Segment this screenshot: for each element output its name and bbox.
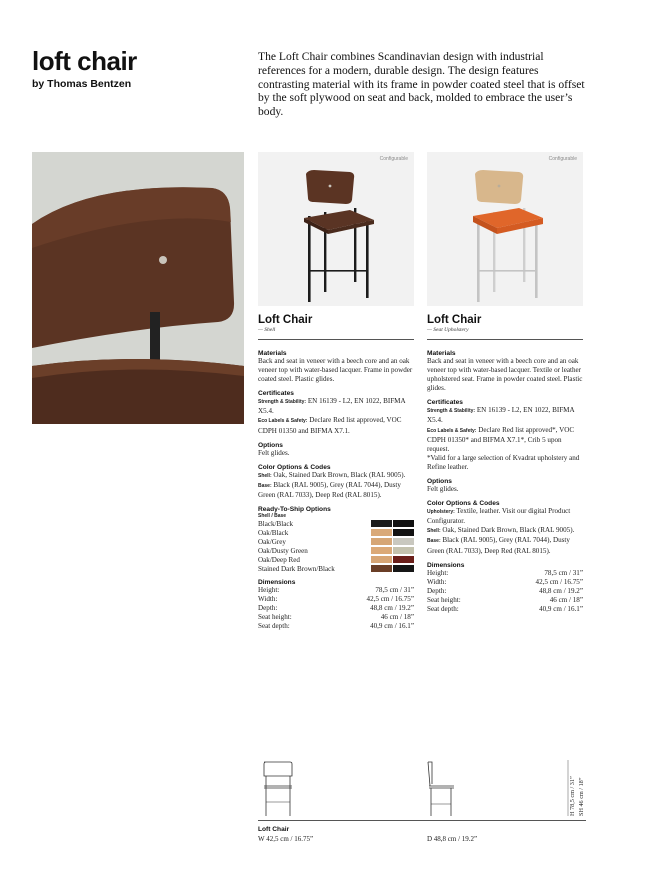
materials-heading: Materials — [427, 350, 456, 357]
side-view-drawing — [420, 760, 460, 818]
dimension-value: 78,5 cm / 31” — [544, 568, 583, 577]
color-base-value: Black (RAL 9005), Grey (RAL 7044), Dusty Green (RAL 7033), Deep Red (RAL 8015). — [258, 480, 401, 499]
dimension-label: Seat depth: — [427, 604, 459, 613]
color-options-heading: Color Options & Codes — [427, 500, 500, 508]
dimension-row — [258, 604, 414, 613]
ready-to-ship-label: Oak/Deep Red — [258, 555, 300, 564]
ready-to-ship-label: Oak/Black — [258, 528, 289, 537]
dimension-label: Width: — [427, 577, 447, 586]
color-shell — [258, 471, 414, 481]
base-swatch — [393, 547, 414, 555]
cert-eco-value: Declare Red list approved, VOC CDPH 01350 and BIFMA X7.1. — [258, 416, 402, 435]
cert-eco-value: Declare Red list approved*, VOC CDPH 01350* and BIFMA X7.1*, Crib 5 upon request. — [427, 425, 575, 453]
cert-eco — [427, 426, 583, 454]
cert-strength-value: EN 16139 - L2, EN 1022, BIFMA X5.4. — [427, 406, 575, 425]
product-column-shell — [258, 314, 414, 632]
dimension-row — [427, 569, 583, 578]
color-swatches — [371, 547, 414, 555]
dimension-value: 40,9 cm / 16.1” — [370, 622, 414, 631]
shell-swatch — [371, 529, 392, 537]
vertical-dimensions — [566, 758, 588, 818]
cert-strength — [427, 406, 583, 425]
ready-to-ship-item — [258, 546, 414, 555]
ready-to-ship-label: Oak/Dusty Green — [258, 546, 308, 555]
color-base-value: Black (RAL 9005), Grey (RAL 7044), Dusty Green (RAL 7033), Deep Red (RAL 8015). — [427, 536, 570, 555]
ready-to-ship-item — [258, 537, 414, 546]
chair-closeup-illustration — [32, 152, 244, 424]
dimension-label: Seat height: — [258, 613, 292, 622]
dimension-value: 42,5 cm / 16.75” — [366, 595, 414, 604]
color-shell-label: Shell: — [258, 472, 272, 479]
dimension-value: 46 cm / 18” — [380, 613, 414, 622]
color-base — [258, 481, 414, 500]
cert-strength-label: Strength & Stability: — [258, 399, 307, 406]
dimension-value: 48,8 cm / 19.2” — [370, 604, 414, 613]
ready-to-ship-list — [258, 519, 414, 573]
footer-divider — [258, 820, 586, 821]
dimension-row — [258, 613, 414, 622]
cert-eco — [258, 416, 414, 435]
color-swatches — [371, 556, 414, 564]
shell-swatch — [371, 538, 392, 546]
options-heading: Options — [427, 478, 452, 486]
color-shell-value: Oak, Stained Dark Brown, Black (RAL 9005). — [271, 470, 406, 479]
materials-heading: Materials — [258, 350, 287, 357]
materials-text: Back and seat in veneer with a beech core and an oak veneer top with water-based lacquer. Textile or leather upholstered seat. Frame in powder coated steel. Plastic glides. — [427, 357, 583, 393]
ready-to-ship-item — [258, 528, 414, 537]
base-swatch — [393, 556, 414, 564]
dimension-value: 78,5 cm / 31” — [375, 586, 414, 595]
height-dimension: H 78,5 cm / 31” — [569, 776, 576, 816]
designer-credit: by Thomas Bentzen — [32, 78, 132, 90]
page-title: loft chair — [32, 46, 137, 76]
dimension-row — [258, 595, 414, 604]
dimensions-list — [258, 586, 414, 631]
intro-paragraph: The Loft Chair combines Scandinavian design with industrial references for a modern, durable design. The design features contrasting material with its frame in powder coated steel that is offset by the soft plywood on seat and back, molded to embrace the user’s body. — [258, 50, 585, 119]
color-swatches — [371, 520, 414, 528]
base-swatch — [393, 565, 414, 573]
ready-to-ship-label: Black/Black — [258, 519, 294, 528]
product-name: Loft Chair — [258, 314, 313, 326]
color-shell-label: Shell: — [427, 528, 441, 535]
dimension-row — [258, 586, 414, 595]
dimension-label: Depth: — [258, 604, 278, 613]
options-heading: Options — [258, 441, 283, 449]
certificates-heading: Certificates — [427, 399, 463, 407]
certificates-heading: Certificates — [258, 390, 294, 398]
footer-product-name: Loft Chair — [258, 826, 290, 833]
dimensions-heading: Dimensions — [258, 579, 296, 587]
cert-note: *Valid for a large selection of Kvadrat upholstery and Refine leather. — [427, 453, 580, 471]
shell-swatch — [371, 547, 392, 555]
materials-text: Back and seat in veneer with a beech core and an oak veneer top with water-based lacquer. Frame in powder coated steel. Plastic glides. — [258, 357, 413, 384]
ready-to-ship-label: Oak/Grey — [258, 537, 286, 546]
color-shell — [427, 526, 583, 536]
shell-swatch — [371, 565, 392, 573]
ready-to-ship-item — [258, 564, 414, 573]
configurable-badge: Configurable — [548, 156, 577, 162]
options-text: Felt glides. — [258, 448, 290, 457]
dimension-row — [427, 578, 583, 587]
ready-to-ship-item — [258, 555, 414, 564]
footer-width: W 42,5 cm / 16.75” — [258, 835, 314, 843]
product-image-shell — [258, 152, 414, 306]
chair-upholstery-illustration — [427, 152, 583, 306]
cert-eco-label: Eco Labels & Safety: — [258, 418, 308, 425]
dimension-label: Height: — [427, 568, 449, 577]
color-shell-value: Oak, Stained Dark Brown, Black (RAL 9005). — [440, 526, 575, 535]
ready-to-ship-sub: Shell / Base — [258, 513, 287, 520]
dimension-label: Seat depth: — [258, 622, 290, 631]
dimension-row — [427, 605, 583, 614]
hero-closeup-image — [32, 152, 244, 424]
product-subtitle: — Shell — [258, 327, 276, 333]
options-text: Felt glides. — [427, 485, 459, 494]
ready-to-ship-heading: Ready-To-Ship Options — [258, 506, 331, 514]
shell-swatch — [371, 520, 392, 528]
dimensions-heading: Dimensions — [427, 561, 465, 569]
shell-swatch — [371, 556, 392, 564]
product-subtitle: — Seat Upholstery — [427, 327, 469, 333]
dimension-label: Seat height: — [427, 595, 461, 604]
front-view-drawing — [258, 760, 298, 818]
divider — [427, 339, 583, 340]
base-swatch — [393, 538, 414, 546]
color-base-label: Base: — [258, 482, 272, 489]
color-swatches — [371, 538, 414, 546]
configurable-badge: Configurable — [379, 156, 408, 162]
color-upholstery-label: Upholstery: — [427, 509, 455, 516]
cert-eco-label: Eco Labels & Safety: — [427, 427, 477, 434]
cert-strength — [258, 397, 414, 416]
dimension-row — [427, 587, 583, 596]
dimension-label: Height: — [258, 586, 280, 595]
color-upholstery — [427, 507, 583, 526]
seat-height-dimension: SH 46 cm / 18” — [578, 777, 585, 816]
dimension-label: Width: — [258, 595, 278, 604]
dimension-value: 46 cm / 18” — [549, 595, 583, 604]
ready-to-ship-label: Stained Dark Brown/Black — [258, 564, 335, 573]
base-swatch — [393, 520, 414, 528]
cert-strength-label: Strength & Stability: — [427, 408, 476, 415]
color-options-heading: Color Options & Codes — [258, 463, 331, 471]
chair-shell-illustration — [258, 152, 414, 306]
base-swatch — [393, 529, 414, 537]
product-column-upholstery — [427, 314, 583, 614]
color-base-label: Base: — [427, 538, 441, 545]
ready-to-ship-item — [258, 519, 414, 528]
cert-strength-value: EN 16139 - L2, EN 1022, BIFMA X5.4. — [258, 397, 406, 416]
dimension-value: 48,8 cm / 19.2” — [539, 586, 583, 595]
dimension-value: 40,9 cm / 16.1” — [539, 604, 583, 613]
product-name: Loft Chair — [427, 314, 482, 326]
product-image-upholstery — [427, 152, 583, 306]
color-base — [427, 536, 583, 555]
footer-depth: D 48,8 cm / 19.2” — [427, 835, 478, 843]
dimension-value: 42,5 cm / 16.75” — [535, 577, 583, 586]
color-swatches — [371, 529, 414, 537]
dimensions-list — [427, 569, 583, 614]
color-upholstery-value: Textile, leather. Visit our digital Product Configurator. — [427, 507, 571, 526]
color-swatches — [371, 565, 414, 573]
dimension-row — [427, 596, 583, 605]
dimension-label: Depth: — [427, 586, 447, 595]
dimension-row — [258, 622, 414, 631]
divider — [258, 339, 414, 340]
